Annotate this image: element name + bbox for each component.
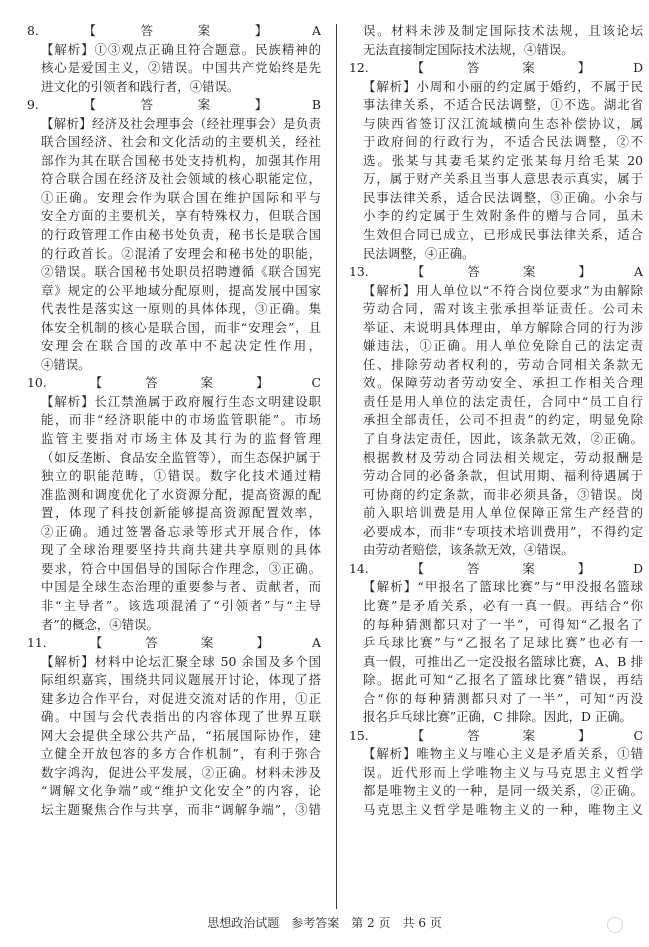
text-line: 【解析】材料中论坛汇聚全球 50 余国及多个国 [41, 653, 321, 669]
text-line: 立健全开放包容的多方合作机制”，有利于弥合 [41, 746, 321, 762]
text-line: 民法调整，④正确。 [363, 245, 475, 261]
text-line: 安全方面的主要机关，享有特殊权力，但联合国 [41, 208, 321, 224]
text-line: 前入职培训费是用人单位保障正常生产经营的 [363, 505, 643, 521]
text-line: 非“主导者”。该选项混淆了“引领者”与“主导 [41, 597, 321, 613]
text-line: 监管主要指对市场主体及其行为的监督管理 [41, 431, 321, 447]
text-line: 准监测和调度优化了水资源分配，提高资源的配 [41, 486, 321, 502]
text-line: 数字鸿沟，促进公平发展，②正确。材料未涉及 [41, 764, 321, 780]
text-line: ④错误。 [41, 356, 91, 372]
text-line: 8.【答案】A [27, 23, 321, 38]
text-line: 都是唯物主义的一种，是同一级关系，②正确。 [363, 783, 643, 799]
text-line: 了自身法定责任，因此，该条款无效，②正确。 [363, 431, 643, 447]
text-line: 联合国经济、社会和文化活动的主要机关，经社 [41, 134, 321, 150]
text-line: 的每种猜测都只对了一半”，可得知“乙报名了 [363, 616, 643, 632]
right-column [349, 22, 643, 820]
text-line: 马克思主义哲学是唯物主义的一种，唯物主义 [363, 801, 643, 817]
page-footer: 思想政治试题 参考答案 第 2 页 共 6 页 [207, 916, 442, 930]
text-line: 报名乒乓球比赛”正确，C 排除。因此，D 正确。 [363, 709, 633, 725]
text-line: 比赛”是矛盾关系，必有一真一假。再结合“你 [363, 597, 643, 613]
text-line: ②正确。通过签署备忘录等形式开展合作，体 [41, 523, 321, 539]
text-line: 【解析】“甲报名了篮球比赛”与“甲没报名篮球 [363, 579, 643, 595]
text-line: 安理会在联合国的改革中不起决定性作用， [41, 338, 321, 354]
text-line: 【解析】长江禁渔属于政府履行生态文明建设职 [41, 393, 321, 409]
text-line: 际组织嘉宾，围绕共同议题展开讨论，体现了搭 [41, 672, 321, 688]
text-line: 现了全球治理要坚持共商共建共享原则的具体 [41, 542, 321, 558]
text-line: 根据教材及劳动合同法相关规定，劳动报酬是 [363, 449, 643, 465]
text-line: 的行政管理工作由秘书处负责，秘书长是联合国 [41, 227, 321, 243]
text-line: 劳动合同，需对该主张承担举证责任。公司未 [363, 301, 643, 317]
text-line: 9.【答案】B [27, 97, 321, 113]
text-line: 要求，符合中国倡导的国际合作理念，③正确。 [41, 560, 321, 576]
text-line: 代表性是落实这一原则的具体体现，③正确。集 [41, 301, 321, 317]
text-line: 【解析】①③观点正确且符合题意。民族精神的 [41, 41, 321, 57]
text-line: 必要成本，而非“专项技术培训费用”，不得约定 [363, 523, 643, 539]
text-line: 生效但合同已成立，已形成民事法律关系，适合 [363, 227, 643, 243]
text-line: ②错误。联合国秘书处职员招聘遵循《联合国宪 [41, 264, 321, 280]
text-line: 独立的职能范畴，①错误。数字化技术通过精 [41, 468, 321, 484]
text-line: ①正确。安理会作为联合国在维护国际和平与 [41, 189, 321, 205]
text-line: 者”的概念，④错误。 [41, 616, 159, 632]
text-line: 小李的约定属于生效附条件的赠与合同，虽未 [363, 208, 643, 224]
text-line: 无法直接制定国际技术法规，④错误。 [363, 41, 574, 57]
text-line: 【解析】小周和小丽的约定属于婚约，不属于民 [363, 78, 643, 94]
text-line: 与陕西省签订汉江流域横向生态补偿协议，属 [363, 115, 643, 131]
text-line: 任、排除劳动者权利的，劳动合同相关条款无 [363, 356, 643, 372]
text-line: 的行政首长。②混淆了安理会和秘书处的职能， [41, 245, 321, 261]
text-line: 坛主题聚焦合作与共享，而非“调解争端”，③错 [41, 801, 321, 817]
text-line: 核心是爱国主义，②错误。中国共产党始终是先 [41, 60, 321, 76]
text-line: 章》规定的公平地域分配原则，提高发展中国家 [41, 282, 321, 298]
text-line: 【解析】经济及社会理事会（经社理事会）是负责 [41, 115, 321, 131]
text-line: 中国是全球生态治理的重要参与者、贡献者，而 [41, 579, 321, 595]
text-line: 嫌违法，①正确。用人单位免除自己的法定责 [363, 338, 643, 354]
watermark-icon [607, 917, 623, 933]
text-line: 由劳动者赔偿，该条款无效，④错误。 [363, 542, 574, 558]
text-line: 14.【答案】D [349, 560, 643, 576]
text-line: 【解析】用人单位以“不符合岗位要求”为由解除 [363, 282, 643, 298]
text-line: 责任是用人单位的法定责任，合同中“员工自行 [363, 393, 643, 409]
text-line: （如反垄断、食品安全监管等），而生态保护属于 [41, 449, 321, 465]
text-line: 体安全机制的核心是联合国，而非“安理会”，且 [41, 319, 321, 335]
text-line: 15.【答案】C [349, 727, 643, 743]
text-line: 万，属于财产关系且当事人意思表示真实，属于 [363, 171, 643, 187]
text-line: 10.【答案】C [27, 375, 321, 391]
text-line: 承担全部责任，公司不担责”的约定，明显免除 [363, 412, 643, 428]
text-line: 选。张某与其妻毛某约定张某每月给毛某 20 [363, 152, 643, 168]
text-line: 合“你的每种猜测都只对了一半”，可知“丙没 [363, 690, 643, 706]
left-column [27, 22, 321, 820]
text-line: 能，而非“经济职能中的市场监管职能”。市场 [41, 412, 321, 428]
text-line: 符合联合国在经济及社会领域的核心职能定位， [41, 171, 321, 187]
text-line: 误。近代形而上学唯物主义与马克思主义哲学 [363, 764, 643, 780]
text-line: 【解析】唯物主义与唯心主义是矛盾关系，①错 [363, 746, 643, 762]
text-line: 建多边合作平台，对促进交流对话的作用，①正 [41, 690, 321, 706]
text-line: 举证、未说明具体理由，单方解除合同的行为涉 [363, 319, 643, 335]
text-line: 确。中国与会代表指出的内容体现了世界互联 [41, 709, 321, 725]
text-line: 乒乓球比赛”与“乙报名了足球比赛”也必有一 [363, 635, 643, 651]
text-line: 误。材料未涉及制定国际技术法规，且该论坛 [363, 23, 643, 38]
text-line: 进文化的引领者和践行者，④错误。 [41, 78, 240, 94]
text-line: 效。保障劳动者劳动安全、承担工作相关合理 [363, 375, 643, 391]
text-line: 可协商的约定条款，而非必须具备，③错误。岗 [363, 486, 643, 502]
text-line: 真一假，可推出乙一定没报名篮球比赛，A、B 排 [363, 653, 643, 669]
text-line: 置，体现了科技创新能够提高资源配置效率， [41, 505, 321, 521]
text-line: 11.【答案】A [27, 635, 321, 651]
text-line: 网大会提供全球公共产品，“拓展国际协作，建 [41, 727, 321, 743]
text-line: 13.【答案】A [349, 264, 643, 280]
text-line: 于政府间的行政行为，不适合民法调整，②不 [363, 134, 643, 150]
text-line: 事法律关系，不适合民法调整，①不选。湖北省 [363, 97, 643, 113]
text-line: “调解文化争端”或“维护文化安全”的内容，论 [41, 783, 321, 799]
text-line: 12.【答案】D [349, 60, 643, 76]
text-line: 部作为其在联合国秘书处支持机构，加强其作用 [41, 152, 321, 168]
column-divider [336, 24, 337, 909]
text-line: 民事法律关系，适合民法调整，③正确。小余与 [363, 189, 643, 205]
text-line: 除。据此可知“乙报名了篮球比赛”错误，再结 [363, 672, 643, 688]
text-line: 劳动合同的必备条款，但试用期、福利待遇属于 [363, 468, 643, 484]
